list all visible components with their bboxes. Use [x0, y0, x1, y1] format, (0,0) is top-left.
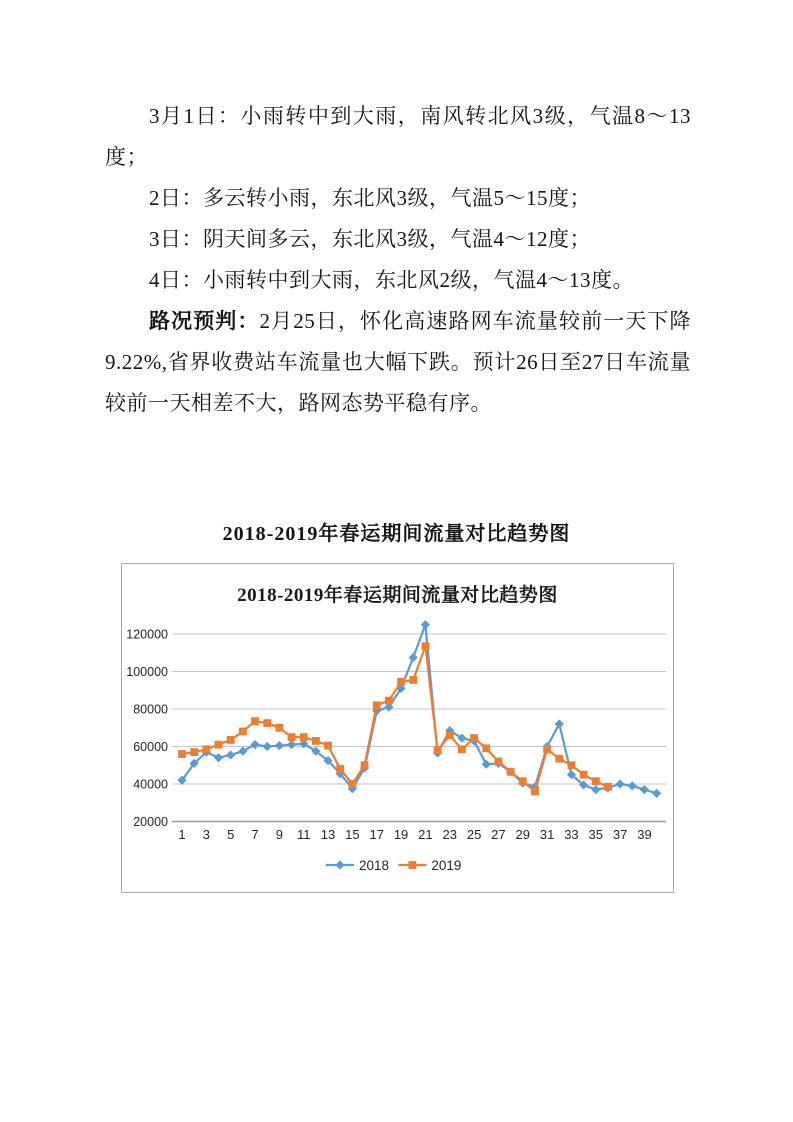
- series-2019-marker: [434, 746, 442, 754]
- legend-marker-2018: [335, 860, 344, 869]
- forecast-lead-label: 路况预判：: [149, 309, 260, 333]
- series-2018-marker: [652, 789, 661, 798]
- series-2018-marker: [263, 742, 272, 751]
- x-axis-tick: 5: [227, 827, 235, 842]
- series-2019-marker: [555, 755, 563, 763]
- x-axis-tick: 11: [296, 827, 311, 842]
- series-2019-marker: [190, 748, 198, 756]
- series-2018-marker: [275, 741, 284, 750]
- x-axis-tick: 39: [637, 827, 652, 842]
- paragraph-line: [105, 137, 691, 178]
- series-2019-marker: [336, 765, 344, 773]
- legend-marker-2019: [409, 861, 417, 869]
- paragraph-line: [105, 96, 691, 137]
- x-axis-tick: 23: [442, 827, 457, 842]
- series-2019-marker: [592, 777, 600, 785]
- chart-svg: [122, 564, 673, 892]
- chart-section-title: 2018-2019年春运期间流量对比趋势图: [222, 523, 571, 545]
- series-2019-marker: [361, 761, 369, 769]
- line-text: 度；: [105, 145, 148, 169]
- series-2018-marker: [616, 779, 625, 788]
- x-axis-tick: 37: [612, 827, 628, 842]
- series-2019-marker: [531, 788, 539, 796]
- line-text: 3月1日：小雨转中到大雨，南风转北风3级，气温8～13: [149, 104, 691, 128]
- series-2018-marker: [482, 760, 491, 769]
- series-2019-marker: [251, 717, 259, 725]
- paragraph-line: [105, 219, 691, 260]
- series-2018-marker: [421, 620, 430, 629]
- series-2019-marker: [422, 642, 430, 650]
- line-text: 4日：小雨转中到大雨，东北风2级，气温4～13度。: [149, 268, 634, 292]
- series-2018-marker: [250, 740, 259, 749]
- paragraph-line: [105, 342, 691, 383]
- series-2019-marker: [215, 741, 223, 749]
- series-2019-marker: [604, 783, 612, 791]
- traffic-chart: [121, 563, 674, 893]
- series-2019-marker: [227, 736, 235, 744]
- x-axis-tick: 1: [178, 827, 186, 842]
- series-2019-marker: [178, 750, 186, 758]
- series-2018-marker: [238, 747, 247, 756]
- series-2018-marker: [287, 740, 296, 749]
- x-axis-tick: 15: [345, 827, 360, 842]
- paragraph-line: [105, 383, 691, 424]
- paragraph-line: [105, 301, 691, 342]
- x-axis-tick: 9: [275, 827, 283, 842]
- x-axis-tick: 25: [466, 827, 482, 842]
- y-axis-tick: 20000: [133, 814, 168, 829]
- series-2018-marker: [628, 781, 637, 790]
- series-2018-marker: [591, 785, 600, 794]
- x-axis-tick: 3: [202, 827, 210, 842]
- series-2019-marker: [519, 777, 527, 785]
- legend-label-2018: 2018: [359, 858, 390, 873]
- legend-label-2019: 2019: [431, 858, 462, 873]
- x-axis-tick: 7: [251, 827, 259, 842]
- series-2018-marker: [555, 719, 564, 728]
- y-axis-tick: 60000: [133, 739, 168, 754]
- series-2018-marker: [640, 785, 649, 794]
- series-2019-marker: [348, 780, 356, 788]
- line-text: 2日：多云转小雨，东北风3级，气温5～15度；: [149, 186, 591, 210]
- series-2019-marker: [397, 678, 405, 686]
- chart-title: 2018-2019年春运期间流量对比趋势图: [237, 585, 558, 606]
- x-axis-tick: 13: [320, 827, 336, 842]
- series-2019-marker: [470, 734, 478, 742]
- series-2018-marker: [214, 753, 223, 762]
- series-2019-marker: [495, 758, 503, 766]
- y-axis-tick: 100000: [126, 664, 168, 679]
- y-axis-tick: 120000: [126, 627, 168, 642]
- series-2019-marker: [202, 745, 210, 753]
- line-text: 较前一天相差不大，路网态势平稳有序。: [105, 391, 492, 415]
- series-2019-marker: [482, 744, 490, 752]
- series-2019-marker: [507, 768, 515, 776]
- series-2018-marker: [226, 750, 235, 759]
- x-axis-tick: 27: [491, 827, 506, 842]
- series-2018-marker: [409, 653, 418, 662]
- series-2019-marker: [373, 701, 381, 709]
- series-2019-marker: [446, 731, 454, 739]
- y-axis-tick: 80000: [133, 702, 168, 717]
- series-2019-marker: [385, 697, 393, 705]
- y-axis-tick: 40000: [133, 777, 168, 792]
- series-2019-marker: [409, 676, 417, 684]
- series-2019-marker: [568, 761, 576, 769]
- line-text: 3日：阴天间多云，东北风3级，气温4～12度；: [149, 227, 591, 251]
- series-2019-marker: [239, 728, 247, 736]
- x-axis-tick: 17: [369, 827, 384, 842]
- series-2019-marker: [263, 719, 271, 727]
- paragraph-line: [105, 178, 691, 219]
- series-2019-marker: [300, 733, 308, 741]
- weather-forecast-text: [105, 96, 691, 424]
- x-axis-tick: 31: [539, 827, 555, 842]
- x-axis-tick: 33: [564, 827, 579, 842]
- x-axis-tick: 35: [588, 827, 604, 842]
- series-2019-line: [182, 646, 608, 791]
- series-2019-marker: [275, 724, 283, 732]
- line-text: 9.22%,省界收费站车流量也大幅下跌。预计26日至27日车流量: [105, 350, 691, 374]
- series-2019-marker: [458, 745, 466, 753]
- line-text: 2月25日，怀化高速路网车流量较前一天下降: [259, 309, 692, 333]
- series-2019-marker: [324, 742, 332, 750]
- x-axis-tick: 19: [393, 827, 409, 842]
- x-axis-tick: 21: [418, 827, 433, 842]
- paragraph-line: [105, 260, 691, 301]
- series-2019-marker: [543, 745, 551, 753]
- series-2019-marker: [312, 737, 320, 745]
- x-axis-tick: 29: [515, 827, 530, 842]
- series-2019-marker: [580, 771, 588, 779]
- series-2019-marker: [288, 733, 296, 741]
